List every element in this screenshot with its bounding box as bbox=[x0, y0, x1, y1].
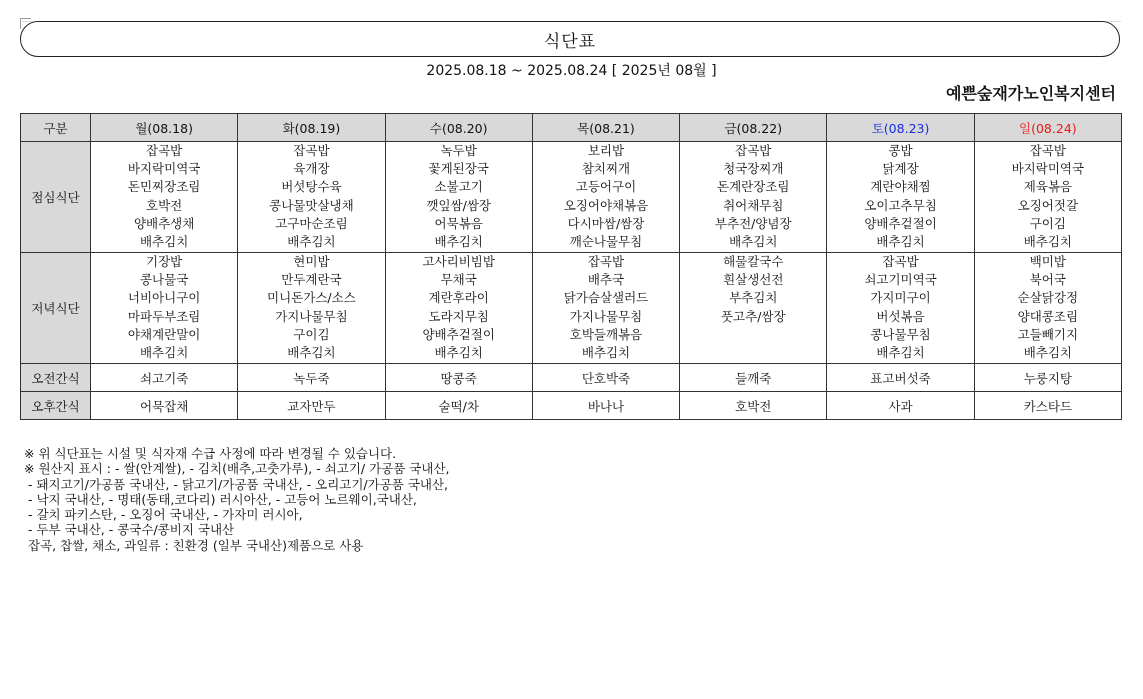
lunch-cell bbox=[974, 142, 1121, 253]
dish-item: 도라지무침 bbox=[428, 308, 489, 324]
note-line: ※ 원산지 표시 : - 쌀(안계쌀), - 김치(배추,고춧가루), - 쇠고기/ 가공품 국내산, bbox=[24, 461, 450, 477]
dish-item: 해물칼국수 bbox=[723, 254, 784, 269]
dish-item: 구이김 bbox=[1029, 215, 1066, 231]
dish-item: 배추김치 bbox=[434, 345, 483, 361]
dish-item: 잡곡밥 bbox=[882, 254, 919, 269]
dish-item: 잡곡밥 bbox=[735, 143, 772, 158]
dish-item: 가지나물무침 bbox=[275, 308, 348, 324]
row-label-dinner: 저녁식단 bbox=[21, 253, 91, 364]
dish-item: 버섯볶음 bbox=[876, 308, 925, 324]
dish-item: 돈민찌장조림 bbox=[127, 179, 201, 195]
header-corner-label: 구분 bbox=[21, 114, 91, 142]
dish-item: 고들빼기지 bbox=[1017, 326, 1079, 342]
dish-item: 마파두부조림 bbox=[127, 308, 201, 324]
lunch-cell bbox=[680, 142, 827, 253]
dish-item: 기장밥 bbox=[146, 254, 183, 269]
dish-item: 소불고기 bbox=[434, 179, 483, 195]
dish-item: 잡곡밥 bbox=[587, 254, 625, 269]
dish-item: 현미밥 bbox=[293, 254, 330, 269]
dinner-cell bbox=[827, 253, 974, 364]
dish-item: 참치찌개 bbox=[581, 161, 631, 177]
dish-item: 무채국 bbox=[440, 272, 477, 288]
afternoon-snack-cell: 카스타드 bbox=[974, 392, 1121, 420]
dish-item: 잡곡밥 bbox=[1029, 143, 1066, 158]
morning-snack-cell: 단호박죽 bbox=[532, 364, 679, 392]
dish-item: 순살닭강정 bbox=[1017, 290, 1079, 306]
lunch-cell bbox=[91, 142, 238, 253]
dish-item: 풋고추/쌈장 bbox=[720, 308, 786, 324]
dish-item: 고등어구이 bbox=[575, 179, 637, 195]
row-label-lunch: 점심식단 bbox=[21, 142, 91, 253]
dish-item: 만두계란국 bbox=[281, 272, 342, 288]
dish-item: 깨순나물무침 bbox=[569, 234, 643, 250]
morning-snack-row bbox=[21, 364, 1122, 392]
dinner-cell bbox=[532, 253, 679, 364]
dish-item: 콩밥 bbox=[888, 143, 913, 158]
lunch-cell bbox=[385, 142, 532, 253]
dish-item: 배추김치 bbox=[581, 345, 631, 361]
dish-item: 가지나물무침 bbox=[569, 308, 643, 324]
dish-item: 잡곡밥 bbox=[293, 143, 330, 158]
dinner-row bbox=[21, 253, 1122, 364]
dish-item: 부추전/양념장 bbox=[714, 215, 792, 231]
dish-item: 배추국 bbox=[587, 272, 625, 288]
dish-item: 너비아니구이 bbox=[127, 290, 201, 306]
lunch-cell bbox=[827, 142, 974, 253]
dish-item: 계란후라이 bbox=[428, 290, 489, 306]
dish-item: 돈계란장조림 bbox=[717, 179, 790, 195]
dish-item: 배추김치 bbox=[434, 234, 483, 250]
afternoon-snack-cell: 바나나 bbox=[532, 392, 679, 420]
note-line: 잡곡, 찹쌀, 채소, 과일류 : 친환경 (일부 국내산)제품으로 사용 bbox=[24, 537, 364, 553]
day-header-sun: 일(08.24) bbox=[974, 114, 1121, 142]
note-line: ※ 위 식단표는 시설 및 식자재 수급 사정에 따라 변경될 수 있습니다. bbox=[24, 446, 397, 461]
dish-item: 녹두밥 bbox=[440, 143, 477, 158]
dinner-cell bbox=[238, 253, 385, 364]
dish-item: 콩나물국 bbox=[139, 272, 189, 288]
title-box bbox=[20, 21, 1120, 57]
center-name: 예쁜숲재가노인복지센터 bbox=[945, 84, 1116, 103]
afternoon-snack-cell: 교자만두 bbox=[238, 392, 385, 420]
day-header-thu: 목(08.21) bbox=[532, 114, 679, 142]
morning-snack-cell: 누룽지탕 bbox=[974, 364, 1121, 392]
meal-table bbox=[20, 113, 1122, 420]
afternoon-snack-cell: 어묵잡채 bbox=[91, 392, 238, 420]
dish-item: 쇠고기미역국 bbox=[864, 272, 937, 288]
day-header-tue: 화(08.19) bbox=[238, 114, 385, 142]
dish-item: 양배추겉절이 bbox=[422, 326, 495, 342]
header-row bbox=[21, 114, 1122, 142]
dinner-cell bbox=[680, 253, 827, 364]
afternoon-snack-row bbox=[21, 392, 1122, 420]
dish-item: 양대콩조림 bbox=[1017, 308, 1079, 324]
day-header-sat: 토(08.23) bbox=[827, 114, 974, 142]
lunch-row bbox=[21, 142, 1122, 253]
lunch-cell bbox=[532, 142, 679, 253]
dish-item: 오징어젓갈 bbox=[1017, 197, 1079, 213]
dish-item: 어묵볶음 bbox=[434, 215, 483, 231]
dish-item: 북어국 bbox=[1029, 272, 1066, 288]
dish-item: 바지락미역국 bbox=[1011, 161, 1085, 177]
dish-item: 청국장찌개 bbox=[723, 161, 784, 177]
dish-item: 호박들깨볶음 bbox=[569, 326, 643, 342]
dish-item: 백미밥 bbox=[1029, 254, 1066, 269]
dish-item: 오이고추무침 bbox=[864, 197, 937, 213]
dish-item: 고사리비빔밥 bbox=[422, 254, 495, 269]
day-header-mon: 월(08.18) bbox=[91, 114, 238, 142]
afternoon-snack-cell: 술떡/차 bbox=[385, 392, 532, 420]
dish-item: 제육볶음 bbox=[1023, 179, 1072, 195]
dish-item: 배추김치 bbox=[876, 345, 925, 361]
morning-snack-cell: 쇠고기죽 bbox=[91, 364, 238, 392]
row-label-morning-snack: 오전간식 bbox=[21, 364, 91, 392]
afternoon-snack-cell: 호박전 bbox=[680, 392, 827, 420]
dish-item: 부추김치 bbox=[729, 290, 778, 306]
dish-item: 흰살생선전 bbox=[723, 272, 784, 288]
dish-item: 계란야채찜 bbox=[870, 179, 931, 195]
dish-item: 콩나물맛살냉채 bbox=[269, 197, 354, 213]
morning-snack-cell: 표고버섯죽 bbox=[827, 364, 974, 392]
note-line: - 낙지 국내산, - 명태(동태,코다리) 러시아산, - 고등어 노르웨이,국내산, bbox=[24, 491, 417, 507]
dish-item: 배추김치 bbox=[139, 234, 189, 250]
day-header-fri: 금(08.22) bbox=[680, 114, 827, 142]
dish-item: 미니돈가스/소스 bbox=[267, 290, 356, 306]
dish-item: 호박전 bbox=[146, 197, 183, 213]
dish-item: 취어채무침 bbox=[723, 197, 784, 213]
menu-period: 2025.08.18 ~ 2025.08.24 [ 2025년 08월 ] bbox=[426, 63, 717, 79]
dinner-cell bbox=[974, 253, 1121, 364]
row-label-afternoon-snack: 오후간식 bbox=[21, 392, 91, 420]
dish-item: 배추김치 bbox=[1023, 345, 1072, 361]
dish-item: 배추김치 bbox=[287, 234, 336, 250]
dish-item: 오징어야채볶음 bbox=[563, 197, 649, 213]
dish-item: 배추김치 bbox=[139, 345, 189, 361]
dinner-cell bbox=[385, 253, 532, 364]
day-header-wed: 수(08.20) bbox=[385, 114, 532, 142]
dish-item: 육개장 bbox=[293, 161, 330, 177]
note-line: - 돼지고기/가공품 국내산, - 닭고기/가공품 국내산, - 오리고기/가공품 국내산, bbox=[24, 476, 449, 492]
dinner-cell bbox=[91, 253, 238, 364]
dish-item: 배추김치 bbox=[729, 234, 778, 250]
dish-item: 가지미구이 bbox=[870, 290, 931, 306]
dish-item: 배추김치 bbox=[287, 345, 336, 361]
dish-item: 보리밥 bbox=[587, 143, 625, 158]
morning-snack-cell: 녹두죽 bbox=[238, 364, 385, 392]
notes-block bbox=[24, 446, 450, 553]
dish-item: 깻잎쌈/쌈장 bbox=[426, 197, 491, 213]
dish-item: 닭가슴살샐러드 bbox=[563, 290, 649, 306]
afternoon-snack-cell: 사과 bbox=[827, 392, 974, 420]
dish-item: 꽃게된장국 bbox=[428, 161, 489, 177]
dish-item: 야채계란말이 bbox=[127, 326, 201, 342]
dish-item: 닭계장 bbox=[882, 161, 919, 177]
morning-snack-cell: 땅콩죽 bbox=[385, 364, 532, 392]
dish-item: 고구마순조림 bbox=[275, 215, 348, 231]
dish-item: 다시마쌈/쌈장 bbox=[567, 215, 645, 231]
page-title: 식단표 bbox=[543, 31, 597, 52]
morning-snack-cell: 들깨죽 bbox=[680, 364, 827, 392]
note-line: - 두부 국내산, - 콩국수/콩비지 국내산 bbox=[24, 522, 235, 538]
dish-item: 배추김치 bbox=[1023, 234, 1072, 250]
dish-item: 배추김치 bbox=[876, 234, 925, 250]
note-line: - 갈치 파키스탄, - 오징어 국내산, - 가자미 러시아, bbox=[24, 507, 303, 523]
dish-item: 바지락미역국 bbox=[127, 161, 201, 177]
lunch-cell bbox=[238, 142, 385, 253]
dish-item: 잡곡밥 bbox=[146, 143, 183, 158]
dish-item: 콩나물무침 bbox=[870, 326, 931, 342]
dish-item: 양배추생채 bbox=[133, 215, 195, 231]
dish-item: 양배추겉절이 bbox=[864, 215, 937, 231]
dish-item: 버섯탕수육 bbox=[281, 179, 342, 195]
dish-item: 구이김 bbox=[293, 326, 330, 342]
